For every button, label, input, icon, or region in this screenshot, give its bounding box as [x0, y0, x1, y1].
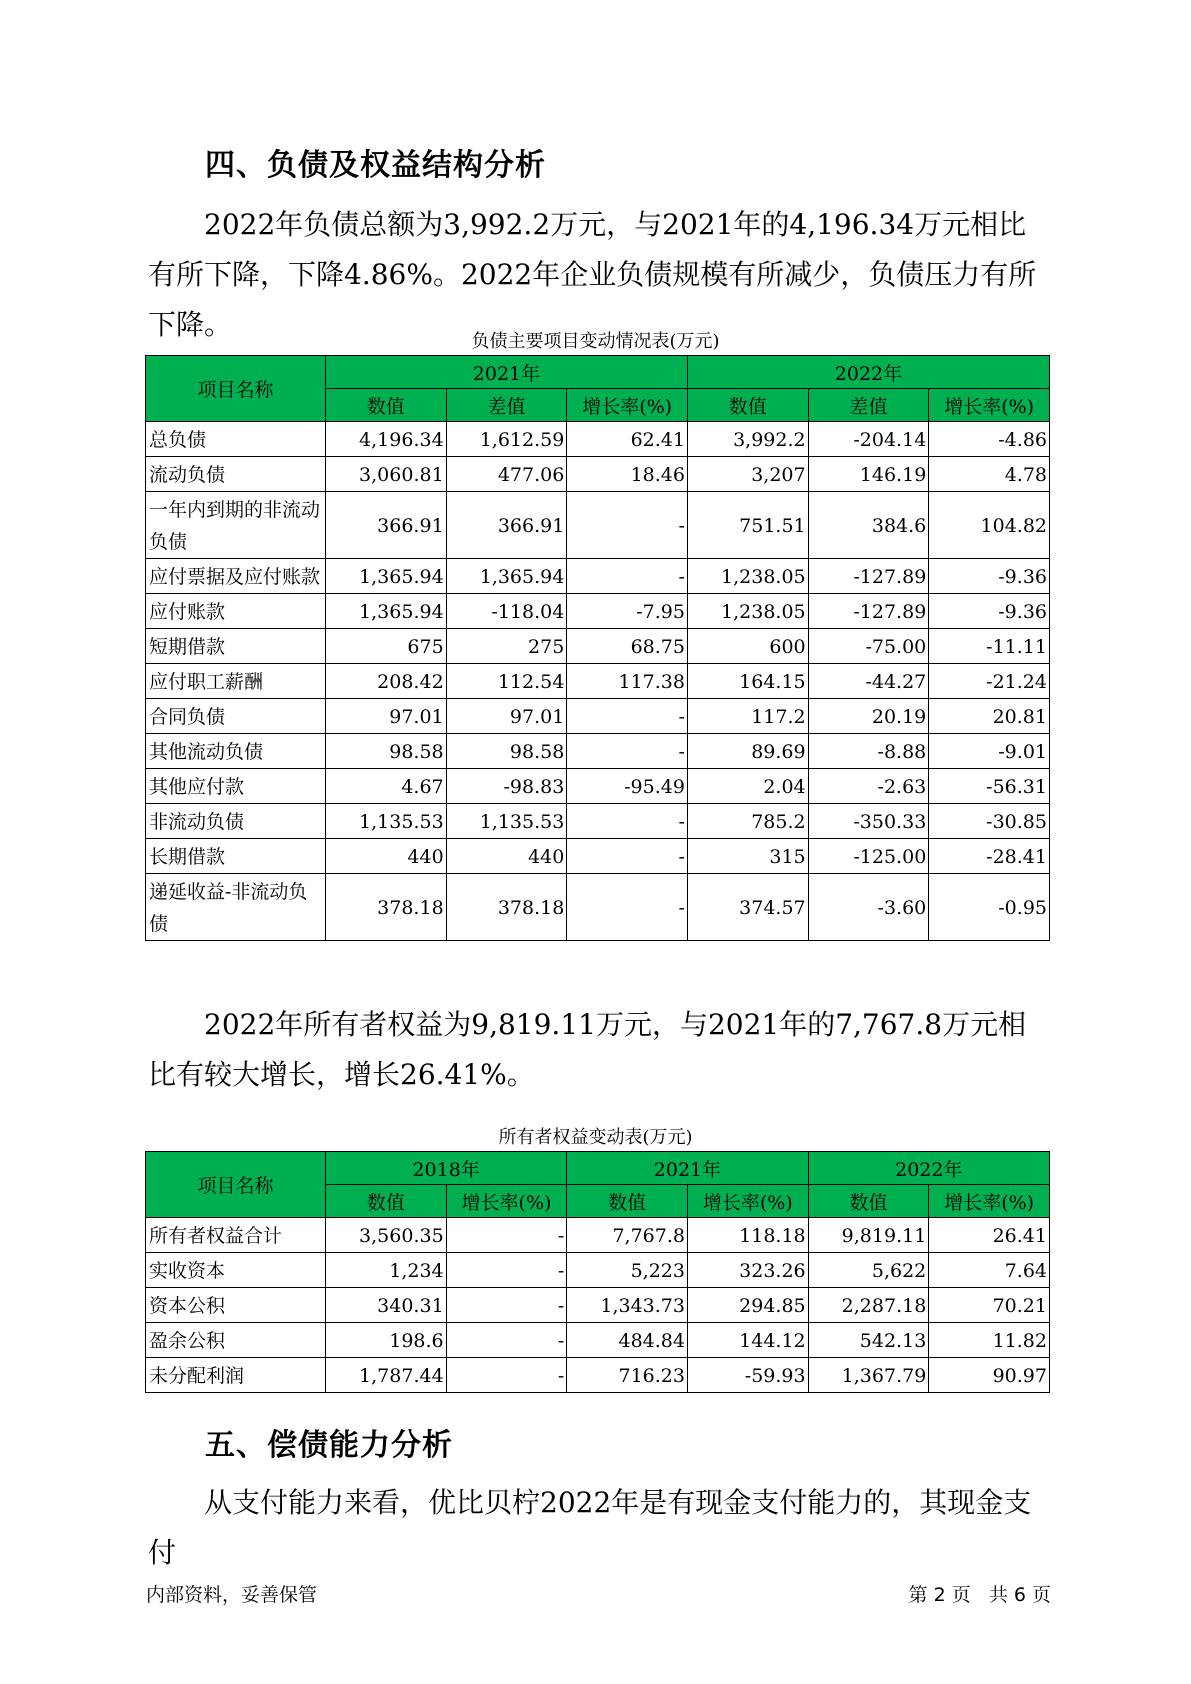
- table-cell: 90.97: [929, 1358, 1050, 1393]
- table-cell: 9,819.11: [808, 1218, 929, 1253]
- table-cell: 3,992.2: [687, 422, 808, 457]
- table-row: [146, 492, 1050, 559]
- table-cell: 70.21: [929, 1288, 1050, 1323]
- table-cell: 1,365.94: [446, 559, 567, 594]
- table-cell: 315: [687, 839, 808, 874]
- table-cell: -75.00: [808, 629, 929, 664]
- table-cell: -8.88: [808, 734, 929, 769]
- table-cell: 1,787.44: [326, 1358, 447, 1393]
- table-cell: 275: [446, 629, 567, 664]
- table-cell: 384.6: [808, 492, 929, 559]
- row-label: 其他流动负债: [146, 734, 326, 769]
- table-cell: -: [567, 734, 688, 769]
- table-cell: 1,365.94: [326, 559, 447, 594]
- table-row: [146, 629, 1050, 664]
- table-cell: 716.23: [567, 1358, 688, 1393]
- table-cell: 440: [446, 839, 567, 874]
- table-cell: 5,622: [808, 1253, 929, 1288]
- table-cell: -: [567, 492, 688, 559]
- table-cell: 68.75: [567, 629, 688, 664]
- table-cell: 4.67: [326, 769, 447, 804]
- year-2022-header: 2022年: [808, 1152, 1049, 1185]
- table-row: [146, 664, 1050, 699]
- table-cell: 374.57: [687, 874, 808, 941]
- table-cell: 1,365.94: [326, 594, 447, 629]
- year-2021-header: 2021年: [326, 356, 688, 389]
- table-cell: -: [567, 874, 688, 941]
- table-cell: -350.33: [808, 804, 929, 839]
- sub-header: 数值: [567, 1185, 688, 1218]
- table-cell: -9.36: [929, 594, 1050, 629]
- sub-header: 增长率(%): [687, 1185, 808, 1218]
- table-cell: 1,135.53: [326, 804, 447, 839]
- table-cell: 2.04: [687, 769, 808, 804]
- table-row: [146, 594, 1050, 629]
- row-label: 其他应付款: [146, 769, 326, 804]
- table-cell: -28.41: [929, 839, 1050, 874]
- table-cell: 118.18: [687, 1218, 808, 1253]
- table-row: [146, 874, 1050, 941]
- table-cell: 542.13: [808, 1323, 929, 1358]
- table-cell: 104.82: [929, 492, 1050, 559]
- liabilities-paragraph: 2022年负债总额为3,992.2万元，与2021年的4,196.34万元相比有所下降，下降4.86%。2022年企业负债规模有所减少，负债压力有所下降。: [148, 208, 1037, 341]
- year-2021-header: 2021年: [567, 1152, 808, 1185]
- table-cell: -: [446, 1323, 567, 1358]
- table-cell: 4,196.34: [326, 422, 447, 457]
- table-row: [146, 769, 1050, 804]
- sub-header: 数值: [687, 389, 808, 422]
- table-cell: -: [446, 1218, 567, 1253]
- table-cell: 1,234: [326, 1253, 447, 1288]
- table-cell: 198.6: [326, 1323, 447, 1358]
- sub-header: 数值: [326, 1185, 447, 1218]
- table-cell: 97.01: [326, 699, 447, 734]
- row-label: 未分配利润: [146, 1358, 326, 1393]
- table-cell: 11.82: [929, 1323, 1050, 1358]
- sub-header: 数值: [326, 389, 447, 422]
- table-cell: 477.06: [446, 457, 567, 492]
- table-cell: 18.46: [567, 457, 688, 492]
- table-cell: -9.01: [929, 734, 1050, 769]
- table-cell: -11.11: [929, 629, 1050, 664]
- table-cell: 26.41: [929, 1218, 1050, 1253]
- table-cell: -4.86: [929, 422, 1050, 457]
- table-row: [146, 1288, 1050, 1323]
- table-cell: 3,060.81: [326, 457, 447, 492]
- table-cell: 1,367.79: [808, 1358, 929, 1393]
- table-cell: 208.42: [326, 664, 447, 699]
- table-cell: 1,612.59: [446, 422, 567, 457]
- table-row: [146, 1358, 1050, 1393]
- table-cell: 366.91: [446, 492, 567, 559]
- table-cell: 98.58: [326, 734, 447, 769]
- table-cell: 7,767.8: [567, 1218, 688, 1253]
- year-2018-header: 2018年: [326, 1152, 567, 1185]
- sub-header: 增长率(%): [446, 1185, 567, 1218]
- sub-header: 增长率(%): [567, 389, 688, 422]
- table-cell: 7.64: [929, 1253, 1050, 1288]
- table-cell: -2.63: [808, 769, 929, 804]
- liabilities-table-caption: 负债主要项目变动情况表(万元): [471, 331, 720, 352]
- row-label: 应付账款: [146, 594, 326, 629]
- section-4-title: 四、负债及权益结构分析: [205, 148, 546, 183]
- table-cell: -59.93: [687, 1358, 808, 1393]
- table-cell: -: [446, 1288, 567, 1323]
- table-cell: 600: [687, 629, 808, 664]
- table-row: [146, 1218, 1050, 1253]
- table-cell: -: [446, 1358, 567, 1393]
- table-row: [146, 457, 1050, 492]
- table-cell: -98.83: [446, 769, 567, 804]
- table-cell: -204.14: [808, 422, 929, 457]
- row-label: 资本公积: [146, 1288, 326, 1323]
- table-cell: -: [446, 1253, 567, 1288]
- table-cell: 2,287.18: [808, 1288, 929, 1323]
- row-label: 盈余公积: [146, 1323, 326, 1358]
- table-cell: 20.81: [929, 699, 1050, 734]
- table-cell: -7.95: [567, 594, 688, 629]
- table-cell: 89.69: [687, 734, 808, 769]
- row-label: 递延收益-非流动负债: [146, 874, 326, 941]
- row-label: 短期借款: [146, 629, 326, 664]
- table-cell: 97.01: [446, 699, 567, 734]
- table-row: [146, 1323, 1050, 1358]
- item-name-header: 项目名称: [146, 356, 326, 422]
- table-cell: 117.2: [687, 699, 808, 734]
- table-cell: 3,207: [687, 457, 808, 492]
- table-row: [146, 699, 1050, 734]
- row-label: 所有者权益合计: [146, 1218, 326, 1253]
- table-cell: 785.2: [687, 804, 808, 839]
- table-cell: 164.15: [687, 664, 808, 699]
- table-row: [146, 839, 1050, 874]
- table-cell: -125.00: [808, 839, 929, 874]
- table-cell: 751.51: [687, 492, 808, 559]
- row-label: 应付票据及应付账款: [146, 559, 326, 594]
- table-cell: -: [567, 839, 688, 874]
- table-row: [146, 559, 1050, 594]
- table-cell: 146.19: [808, 457, 929, 492]
- table-cell: 112.54: [446, 664, 567, 699]
- table-cell: 366.91: [326, 492, 447, 559]
- sub-header: 增长率(%): [929, 1185, 1050, 1218]
- row-label: 流动负债: [146, 457, 326, 492]
- row-label: 非流动负债: [146, 804, 326, 839]
- table-cell: -56.31: [929, 769, 1050, 804]
- sub-header: 差值: [808, 389, 929, 422]
- table-cell: -9.36: [929, 559, 1050, 594]
- row-label: 实收资本: [146, 1253, 326, 1288]
- footer-confidential-note: 内部资料，妥善保管: [146, 1584, 318, 1606]
- table-cell: 675: [326, 629, 447, 664]
- table-cell: -118.04: [446, 594, 567, 629]
- table-cell: 1,238.05: [687, 559, 808, 594]
- table-cell: -127.89: [808, 594, 929, 629]
- table-cell: 294.85: [687, 1288, 808, 1323]
- table-row: [146, 804, 1050, 839]
- table-cell: 378.18: [326, 874, 447, 941]
- table-cell: 1,135.53: [446, 804, 567, 839]
- table-cell: 98.58: [446, 734, 567, 769]
- row-label: 合同负债: [146, 699, 326, 734]
- table-row: [146, 734, 1050, 769]
- footer-page-number: 第 2 页 共 6 页: [908, 1584, 1051, 1606]
- table-cell: -21.24: [929, 664, 1050, 699]
- table-cell: 340.31: [326, 1288, 447, 1323]
- equity-table-body: [146, 1218, 1050, 1393]
- table-cell: -127.89: [808, 559, 929, 594]
- table-cell: 117.38: [567, 664, 688, 699]
- table-cell: 323.26: [687, 1253, 808, 1288]
- solvency-paragraph: 从支付能力来看，优比贝柠2022年是有现金支付能力的，其现金支付: [148, 1486, 1032, 1569]
- equity-paragraph: 2022年所有者权益为9,819.11万元，与2021年的7,767.8万元相比有较大增长，增长26.41%。: [148, 1008, 1027, 1091]
- table-cell: -30.85: [929, 804, 1050, 839]
- table-cell: 1,238.05: [687, 594, 808, 629]
- table-cell: 62.41: [567, 422, 688, 457]
- table-row: [146, 422, 1050, 457]
- liabilities-table-body: [146, 422, 1050, 941]
- row-label: 一年内到期的非流动负债: [146, 492, 326, 559]
- table-cell: -3.60: [808, 874, 929, 941]
- table-cell: 3,560.35: [326, 1218, 447, 1253]
- sub-header: 差值: [446, 389, 567, 422]
- table-cell: -: [567, 804, 688, 839]
- sub-header: 数值: [808, 1185, 929, 1218]
- table-cell: -44.27: [808, 664, 929, 699]
- table-cell: 144.12: [687, 1323, 808, 1358]
- table-cell: 4.78: [929, 457, 1050, 492]
- table-cell: 484.84: [567, 1323, 688, 1358]
- table-cell: 1,343.73: [567, 1288, 688, 1323]
- row-label: 应付职工薪酬: [146, 664, 326, 699]
- equity-table-caption: 所有者权益变动表(万元): [498, 1127, 693, 1148]
- table-cell: 440: [326, 839, 447, 874]
- table-cell: -95.49: [567, 769, 688, 804]
- table-row: [146, 1253, 1050, 1288]
- table-cell: 20.19: [808, 699, 929, 734]
- table-cell: -: [567, 699, 688, 734]
- row-label: 总负债: [146, 422, 326, 457]
- year-2022-header: 2022年: [687, 356, 1049, 389]
- table-cell: -: [567, 559, 688, 594]
- liabilities-table: [145, 355, 1050, 941]
- table-cell: 378.18: [446, 874, 567, 941]
- sub-header: 增长率(%): [929, 389, 1050, 422]
- table-cell: -0.95: [929, 874, 1050, 941]
- item-name-header: 项目名称: [146, 1152, 326, 1218]
- section-5-title: 五、偿债能力分析: [205, 1428, 453, 1463]
- equity-table: [145, 1151, 1050, 1393]
- row-label: 长期借款: [146, 839, 326, 874]
- table-cell: 5,223: [567, 1253, 688, 1288]
